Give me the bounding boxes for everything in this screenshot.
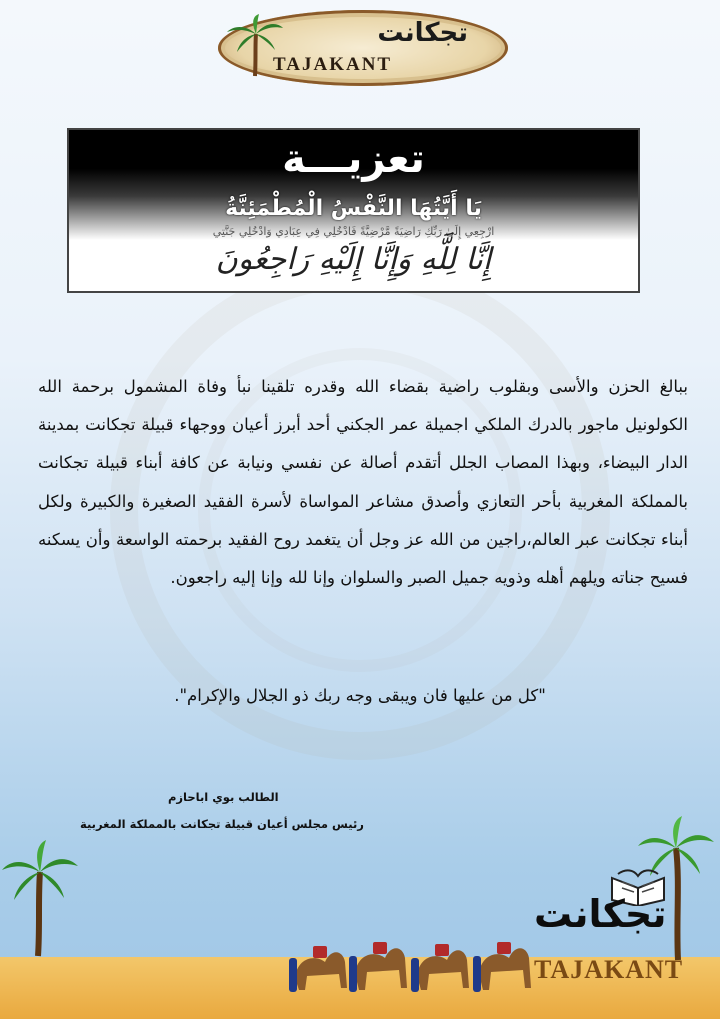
camel-caravan-illustration xyxy=(285,918,545,1000)
signature-role: رئيس مجلس أعيان قبيلة تجكانت بالمملكة المغربية xyxy=(80,817,364,831)
palm-tree-icon xyxy=(225,14,285,78)
condolence-card xyxy=(67,128,640,293)
condolence-calligraphy: إِنَّا لِلَّهِ وَإِنَّا إِلَيْهِ رَاجِعُونَ xyxy=(215,242,492,277)
body-text: ببالغ الحزن والأسى وبقلوب راضية بقضاء الله وقدره تلقينا نبأ وفاة المشمول برحمة الله الكولونيل ماجور بالدرك الملكي اجميلة عمر الجكني أحد أبرز أعيان ووجهاء قبيلة تجكانت بمدينة الدار البيضاء، وبهذا المصاب الجلل أتقدم أصالة عن نفسي ونيابة عن كافة أبناء قبيلة تجكانت بالمملكة المغربية بأحر التعازي وأصدق مشاعر المواساة لأسرة الفقيد الصغيرة والكبيرة ولكل أبناء تجكانت عبر العالم،راجين من الله عز وجل أن يتغمد روح الفقيد برحمته الواسعة وأن يسكنه فسيح جناته ويلهم أهله وذويه جميل الصبر والسلوان وإنا لله وإنا إليه راجعون. xyxy=(38,377,688,588)
footer-brand-arabic: تجكانت xyxy=(534,892,667,936)
condolence-verse: يَا أَيَّتُهَا النَّفْسُ الْمُطْمَئِنَّةُ xyxy=(225,196,482,221)
condolence-title: تعزيـــة xyxy=(282,136,425,182)
header-logo-latin: TAJAKANT xyxy=(273,54,393,75)
palm-tree-icon xyxy=(0,838,80,958)
signature-name: الطالب بوي اباحازم xyxy=(168,790,279,804)
footer-brand-latin: TAJAKANT xyxy=(534,955,684,984)
header-logo-arabic: تجكانت xyxy=(377,18,468,48)
quran-quote: "كل من عليها فان ويبقى وجه ربك ذو الجلال والإكرام". xyxy=(174,686,546,705)
condolence-subverse: ارْجِعِي إِلَىٰ رَبِّكِ رَاضِيَةً مَّرْضِيَّةً فَادْخُلِي فِي عِبَادِي وَادْخُلِي جَنَّتِي xyxy=(212,225,495,238)
